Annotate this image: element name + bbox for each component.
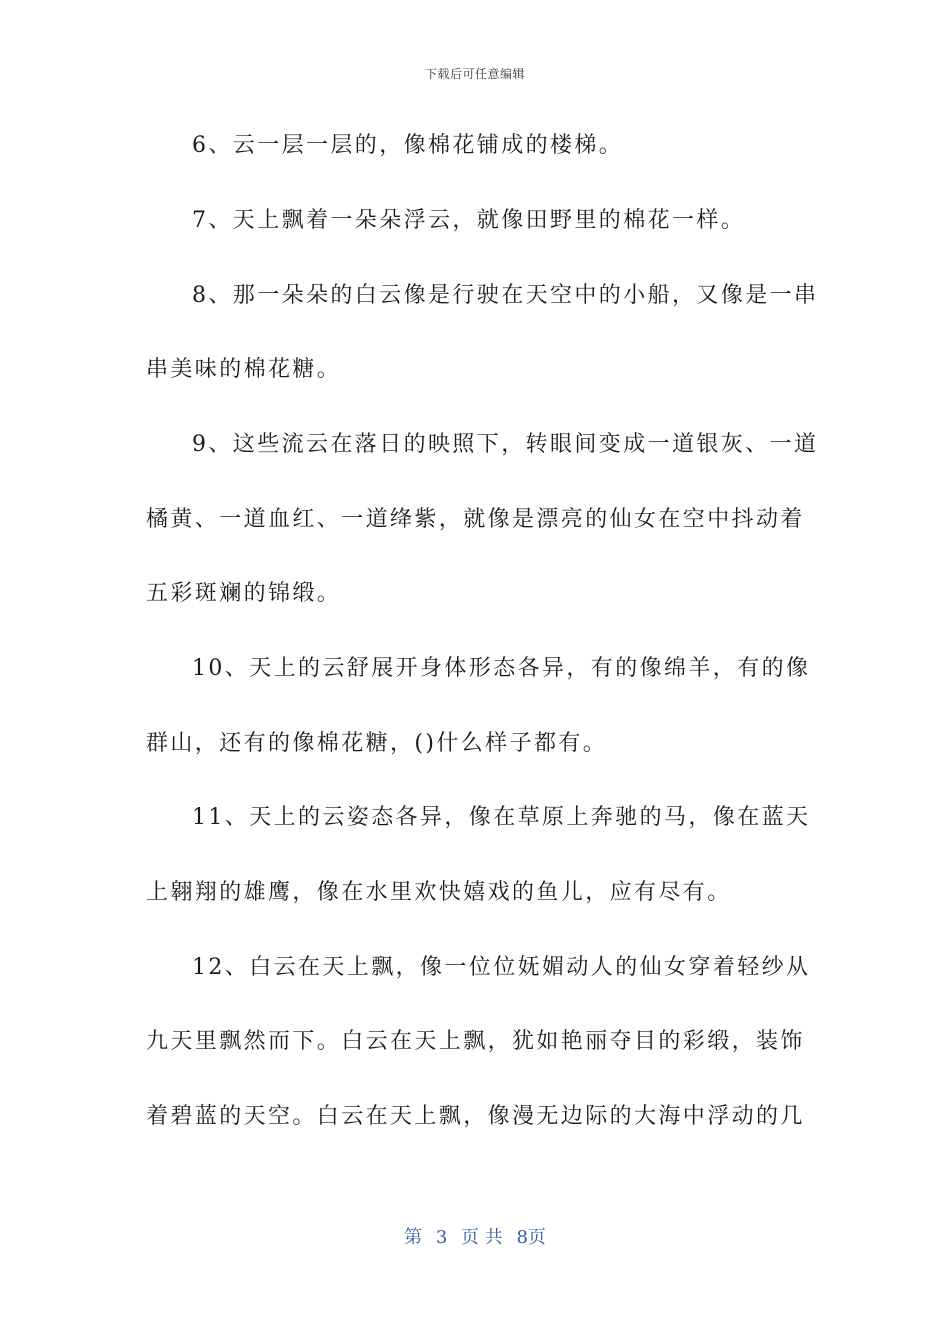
text-line: 8、那一朵朵的白云像是行驶在天空中的小船，又像是一串: [192, 283, 819, 308]
page-header: 下载后可任意编辑: [424, 67, 525, 81]
text-line: 6、云一层一层的，像棉花铺成的楼梯。: [192, 133, 624, 158]
current-page-number: 3: [435, 1227, 448, 1248]
text-line: 10、天上的云舒展开身体形态各异，有的像绵羊，有的像: [192, 656, 811, 681]
footer-mid: 页 共: [461, 1227, 503, 1248]
text-line: 着碧蓝的天空。白云在天上飘，像漫无边际的大海中浮动的几: [146, 1104, 805, 1129]
total-pages: 8页: [516, 1227, 546, 1248]
text-line: 9、这些流云在落日的映照下，转眼间变成一道银灰、一道: [192, 432, 819, 457]
text-line: 群山，还有的像棉花糖，()什么样子都有。: [146, 731, 608, 756]
text-line: 上翱翔的雄鹰，像在水里欢快嬉戏的鱼儿，应有尽有。: [146, 880, 732, 905]
footer-prefix: 第: [404, 1227, 423, 1248]
text-line: 九天里飘然而下。白云在天上飘，犹如艳丽夺目的彩缎，装饰: [146, 1029, 805, 1054]
text-line: 五彩斑斓的锦缎。: [146, 581, 342, 606]
text-line: 7、天上飘着一朵朵浮云，就像田野里的棉花一样。: [192, 208, 746, 233]
text-line: 11、天上的云姿态各异，像在草原上奔驰的马，像在蓝天: [192, 805, 811, 830]
text-line: 橘黄、一道血红、一道绛紫，就像是漂亮的仙女在空中抖动着: [146, 507, 805, 532]
text-line: 12、白云在天上飘，像一位位妩媚动人的仙女穿着轻纱从: [192, 955, 811, 980]
text-line: 串美味的棉花糖。: [146, 357, 342, 382]
page-footer: [0, 1226, 950, 1250]
